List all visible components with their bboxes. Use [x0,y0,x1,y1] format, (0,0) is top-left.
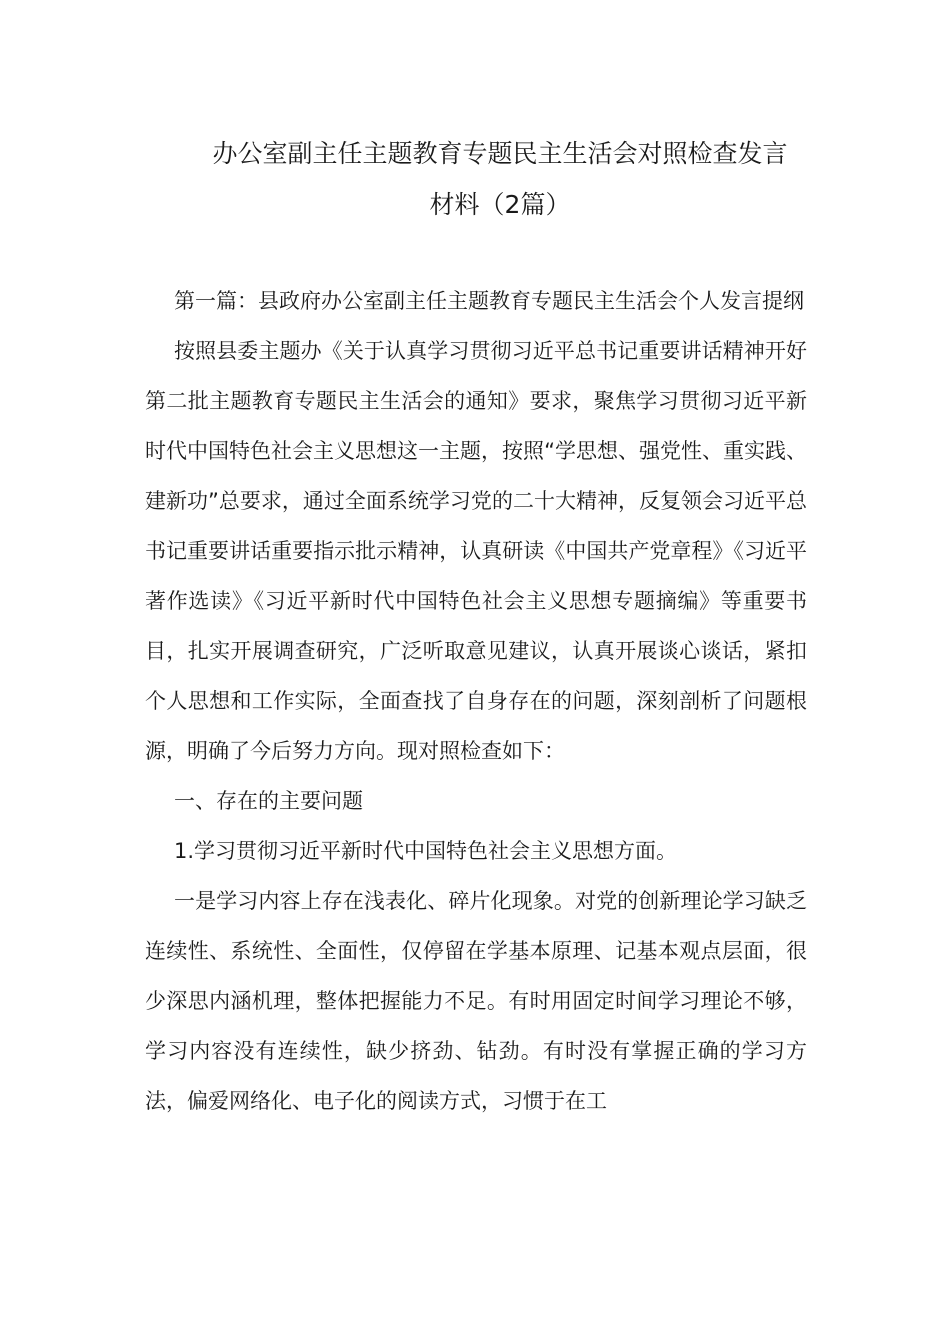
title-line-1: 办公室副主任主题教育专题民主生活会对照检查发言 [212,139,788,168]
document-body [145,276,807,1126]
paragraph-subheading-1: 1.学习贯彻习近平新时代中国特色社会主义思想方面。 [174,839,678,863]
paragraph-main-problems-heading: 一、存在的主要问题 [174,789,363,813]
paragraph-section-heading: 第一篇：县政府办公室副主任主题教育专题民主生活会个人发言提纲 [174,289,804,313]
document-title [150,128,850,230]
paragraph-intro: 按照县委主题办《关于认真学习贯彻习近平总书记重要讲话精神开好第二批主题教育专题民主生活会的通知》要求，聚焦学习贯彻习近平新时代中国特色社会主义思想这一主题，按照“学思想、强党性、重实践、建新功”总要求，通过全面系统学习党的二十大精神，反复领会习近平总书记重要讲话重要指示批示精神，认真研读《中国共产党章程》《习近平著作选读》《习近平新时代中国特色社会主义思想专题摘编》等重要书目，扎实开展调查研究，广泛听取意见建议，认真开展谈心谈话，紧扣个人思想和工作实际，全面查找了自身存在的问题，深刻剖析了问题根源，明确了今后努力方向。现对照检查如下： [145,339,807,763]
title-line-2: 材料（2篇） [429,190,571,219]
paragraph-point-1: 一是学习内容上存在浅表化、碎片化现象。对党的创新理论学习缺乏连续性、系统性、全面性，仅停留在学基本原理、记基本观点层面，很少深思内涵机理，整体把握能力不足。有时用固定时间学习理论不够，学习内容没有连续性，缺少挤劲、钻劲。有时没有掌握正确的学习方法，偏爱网络化、电子化的阅读方式，习惯于在工 [145,889,807,1113]
